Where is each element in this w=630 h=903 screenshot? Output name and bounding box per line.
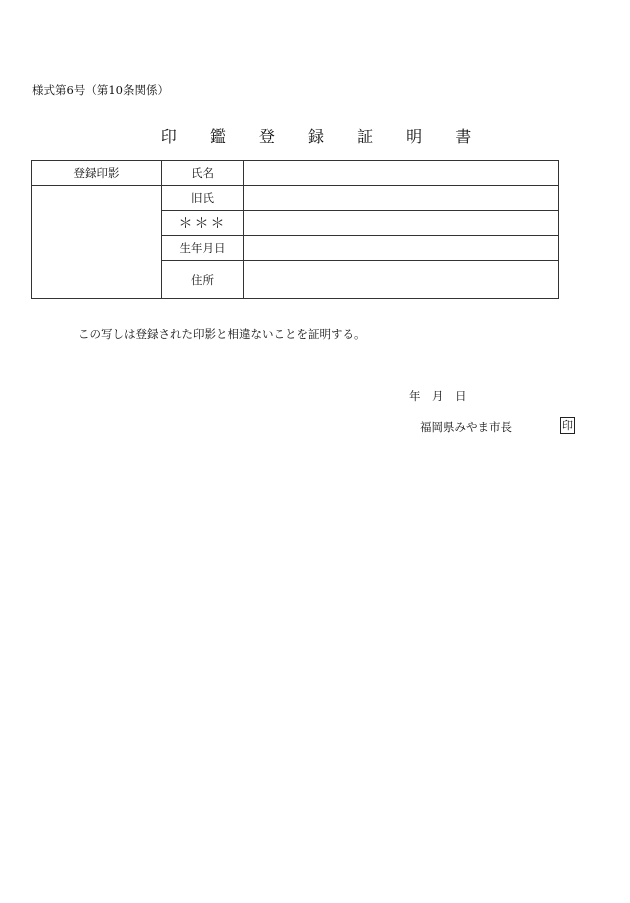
name-label: 氏名	[162, 161, 244, 186]
table-row	[32, 186, 559, 211]
birthdate-value	[244, 236, 559, 261]
issuer-name: 福岡県みやま市長	[420, 420, 512, 434]
form-number: 様式第6号（第10条関係）	[32, 83, 169, 97]
table-row	[32, 161, 559, 186]
date-line: 年 月 日	[409, 389, 467, 403]
former-surname-label: 旧氏	[162, 186, 244, 211]
name-value	[244, 161, 559, 186]
birthdate-label: 生年月日	[162, 236, 244, 261]
official-seal-mark: 印	[562, 419, 573, 432]
registered-seal-area	[32, 186, 162, 299]
certificate-table	[31, 160, 559, 299]
address-value	[244, 261, 559, 299]
document-title: 印 鑑 登 録 証 明 書	[160, 127, 486, 146]
masked-label: ＊＊＊	[162, 211, 244, 236]
masked-value	[244, 211, 559, 236]
seal-header-cell: 登録印影	[32, 161, 162, 186]
certification-statement: この写しは登録された印影と相違ないことを証明する。	[78, 327, 366, 341]
former-surname-value	[244, 186, 559, 211]
address-label: 住所	[162, 261, 244, 299]
